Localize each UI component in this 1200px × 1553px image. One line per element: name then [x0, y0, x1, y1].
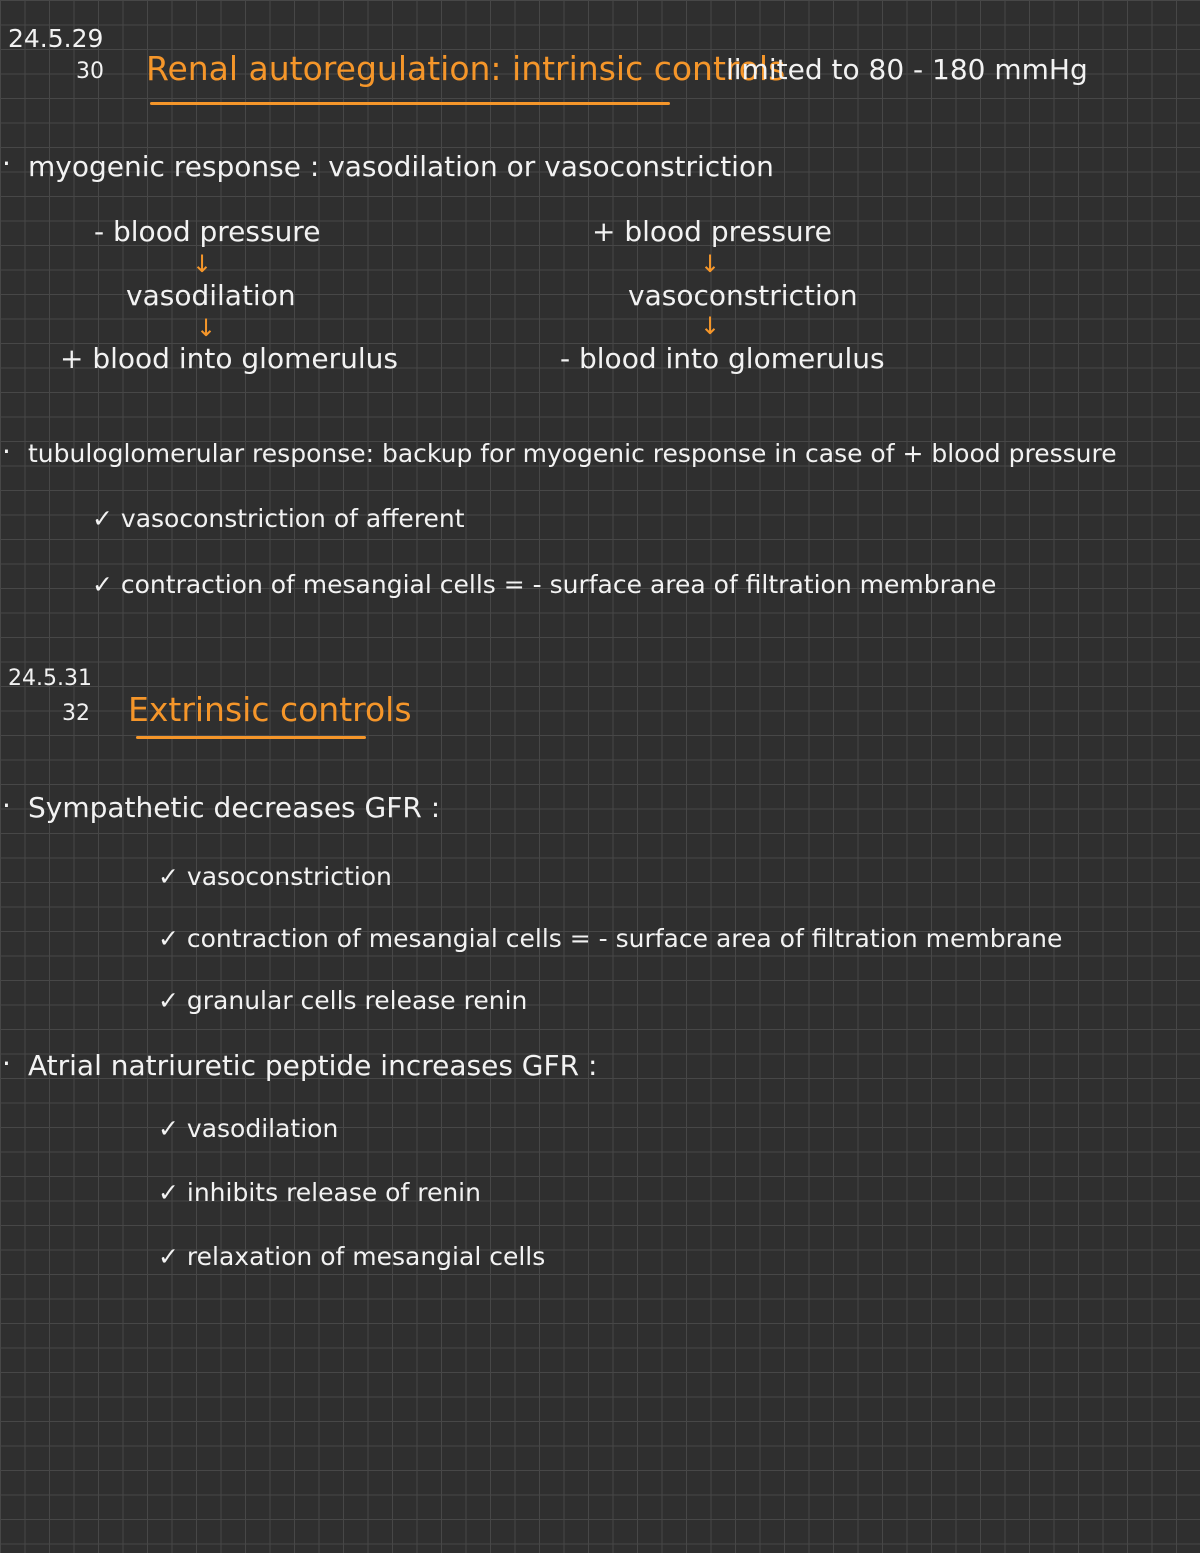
bullet: · — [2, 789, 11, 822]
sympathetic-heading: Sympathetic decreases GFR : — [28, 791, 441, 824]
bullet: · — [2, 147, 11, 180]
bullet: · — [2, 1047, 11, 1080]
myogenic-left-cause: - blood pressure — [94, 215, 321, 248]
anp-heading: Atrial natriuretic peptide increases GFR : — [28, 1049, 598, 1082]
myogenic-heading: myogenic response : vasodilation or vasoconstriction — [28, 150, 774, 183]
sympathetic-item: ✓ contraction of mesangial cells = - surface area of filtration membrane — [158, 924, 1063, 953]
section-title-renal-autoregulation: Renal autoregulation: intrinsic controls — [146, 49, 786, 88]
section-title-extrinsic-controls: Extrinsic controls — [128, 690, 412, 729]
pressure-range-note: limited to 80 - 180 mmHg — [726, 53, 1088, 86]
myogenic-left-result: + blood into glomerulus — [60, 342, 398, 375]
down-arrow-icon: ↓ — [192, 250, 213, 278]
myogenic-right-effect: vasoconstriction — [628, 279, 858, 312]
down-arrow-icon: ↓ — [700, 312, 721, 340]
down-arrow-icon: ↓ — [196, 314, 217, 342]
myogenic-right-cause: + blood pressure — [592, 215, 832, 248]
date-24-5-29: 24.5.29 — [8, 24, 104, 53]
sympathetic-item: ✓ vasoconstriction — [158, 862, 392, 891]
bullet: · — [2, 435, 11, 468]
tubuloglomerular-item: ✓ vasoconstriction of afferent — [92, 504, 465, 533]
tubuloglomerular-item: ✓ contraction of mesangial cells = - surface area of filtration membrane — [92, 570, 997, 599]
anp-item: ✓ relaxation of mesangial cells — [158, 1242, 546, 1271]
sympathetic-item: ✓ granular cells release renin — [158, 986, 528, 1015]
myogenic-left-effect: vasodilation — [126, 279, 296, 312]
myogenic-right-result: - blood into glomerulus — [560, 342, 885, 375]
title-underline — [136, 736, 366, 739]
down-arrow-icon: ↓ — [700, 250, 721, 278]
date-24-5-31: 24.5.31 — [8, 666, 92, 691]
page-number-30: 30 — [76, 59, 104, 84]
anp-item: ✓ vasodilation — [158, 1114, 339, 1143]
tubuloglomerular-heading: tubuloglomerular response: backup for myogenic response in case of + blood pressure — [28, 439, 1117, 468]
page-number-32: 32 — [62, 701, 90, 726]
title-underline — [150, 102, 670, 105]
anp-item: ✓ inhibits release of renin — [158, 1178, 481, 1207]
